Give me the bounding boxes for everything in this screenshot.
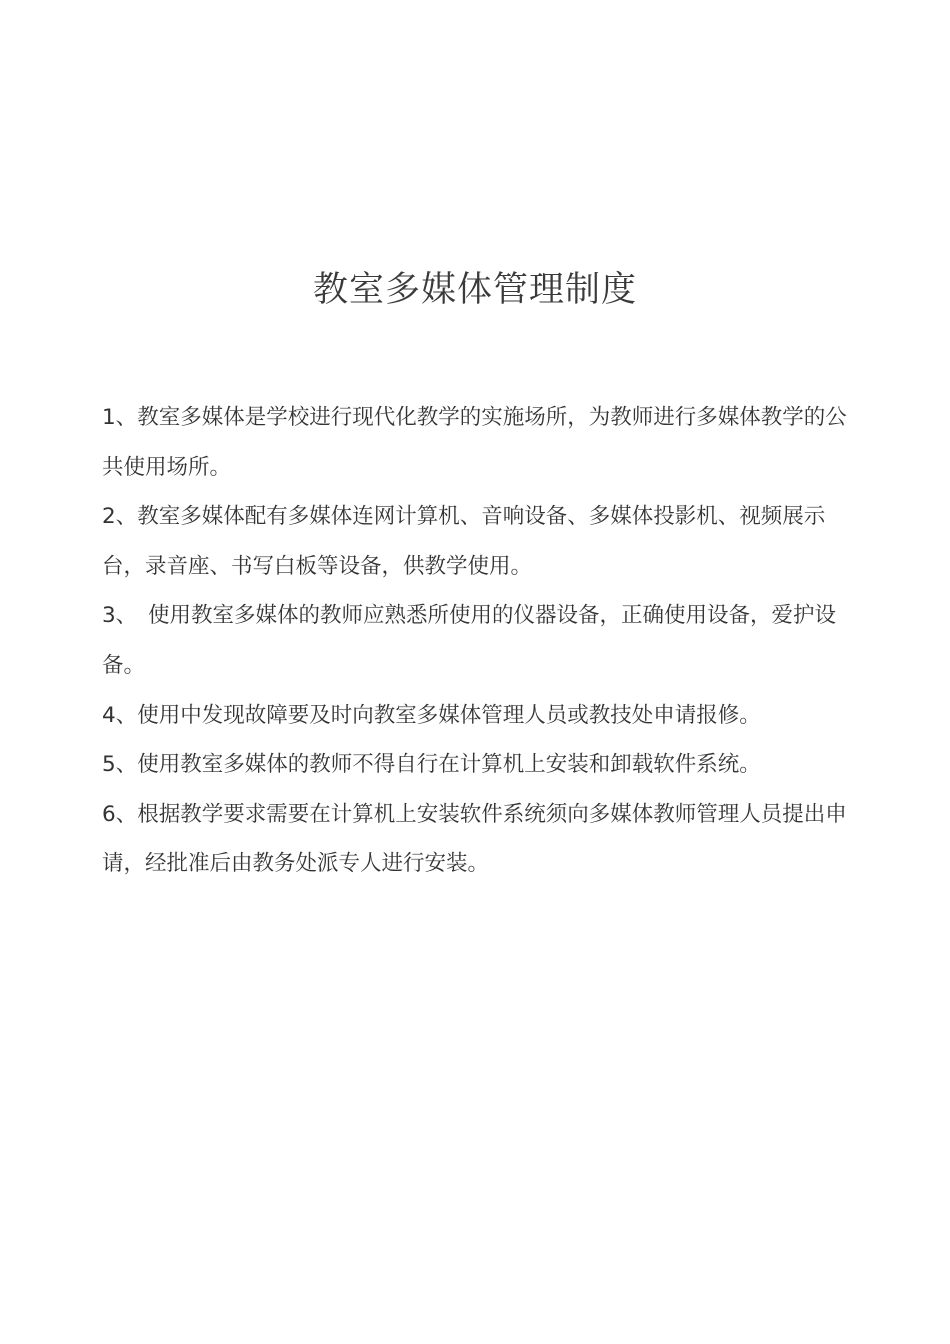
clause-number: 5、 xyxy=(102,752,138,778)
clause-text: 根据教学要求需要在计算机上安装软件系统须向多媒体教师管理人员提出申请，经批准后由教务处派专人进行安装。 xyxy=(102,801,847,877)
document-title: 教室多媒体管理制度 xyxy=(312,270,637,311)
clause-number: 4、 xyxy=(102,702,138,728)
clause-item xyxy=(102,740,854,790)
clause-number: 6、 xyxy=(102,801,138,827)
clause-text: 教室多媒体是学校进行现代化教学的实施场所，为教师进行多媒体教学的公共使用场所。 xyxy=(102,405,847,480)
clause-item xyxy=(102,691,854,741)
clause-number: 3、 xyxy=(102,603,127,629)
clause-list xyxy=(102,393,854,889)
clause-text: 使用教室多媒体的教师应熟悉所使用的仪器设备，正确使用设备，爱护设备。 xyxy=(102,603,836,678)
clause-number: 2、 xyxy=(102,504,138,530)
clause-text: 教室多媒体配有多媒体连网计算机、音响设备、多媒体投影机、视频展示台，录音座、书写白板等设备，供教学使用。 xyxy=(102,504,826,579)
clause-number: 1、 xyxy=(102,405,138,430)
clause-item xyxy=(102,591,854,690)
clause-text: 使用教室多媒体的教师不得自行在计算机上安装和卸载软件系统。 xyxy=(137,752,761,778)
clause-text: 使用中发现故障要及时向教室多媒体管理人员或教技处申请报修。 xyxy=(137,702,761,728)
clause-item xyxy=(102,790,854,889)
clause-item xyxy=(102,492,854,591)
clause-item xyxy=(102,393,854,492)
